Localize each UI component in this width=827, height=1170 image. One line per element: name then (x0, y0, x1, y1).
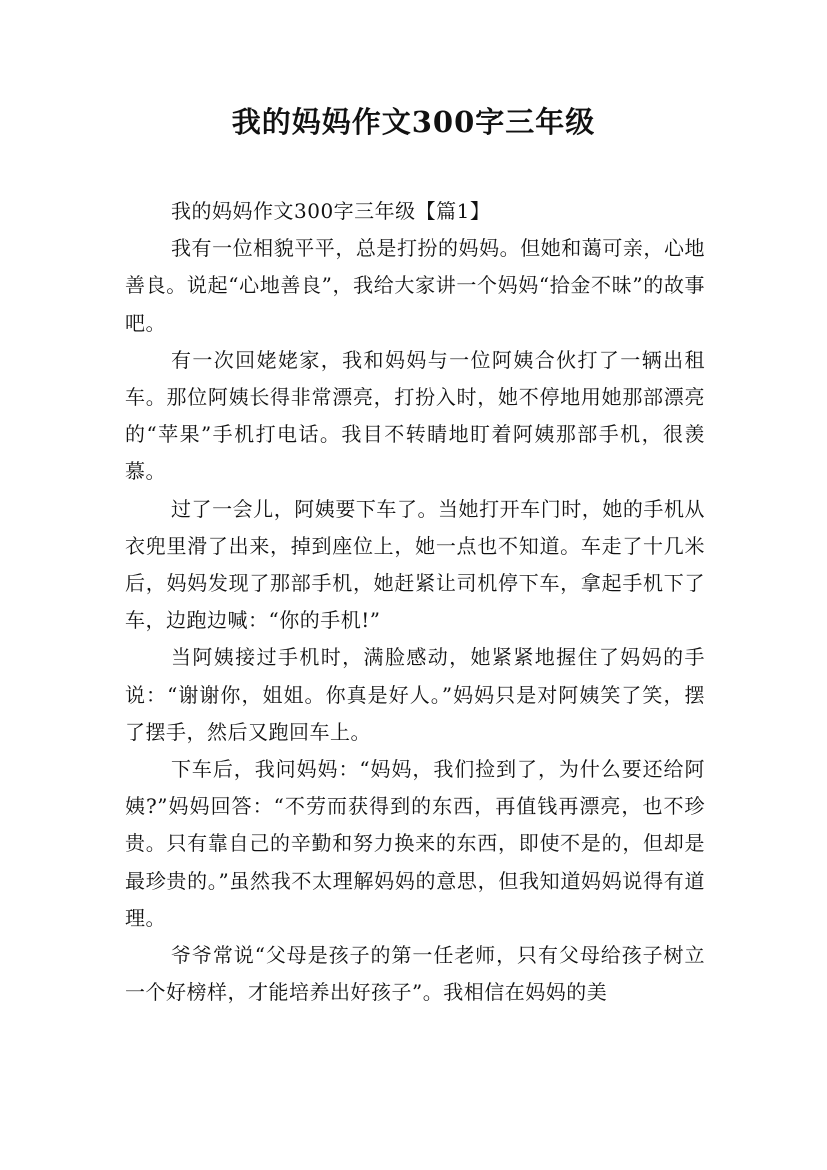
section-heading: 我的妈妈作文300字三年级【篇1】 (171, 199, 491, 223)
document-body (125, 193, 705, 1011)
paragraph: 爷爷常说“父母是孩子的第一任老师，只有父母给孩子树立一个好榜样，才能培养出好孩子”。我相信在妈妈的美 (125, 943, 705, 1005)
paragraph: 下车后，我问妈妈：“妈妈，我们捡到了，为什么要还给阿姨?”妈妈回答：“不劳而获得到的东西，再值钱再漂亮，也不珍贵。只有靠自己的辛勤和努力换来的东西，即使不是的，但却是最珍贵的。”虽然我不太理解妈妈的意思，但我知道妈妈说得有道理。 (125, 757, 705, 930)
paragraph: 有一次回姥姥家，我和妈妈与一位阿姨合伙打了一辆出租车。那位阿姨长得非常漂亮，打扮入时，她不停地用她那部漂亮的“苹果”手机打电话。我目不转睛地盯着阿姨那部手机，很羡慕。 (125, 347, 705, 484)
paragraph: 我有一位相貌平平，总是打扮的妈妈。但她和蔼可亲，心地善良。说起“心地善良”，我给大家讲一个妈妈“拾金不昧”的故事吧。 (125, 236, 705, 335)
paragraph: 过了一会儿，阿姨要下车了。当她打开车门时，她的手机从衣兜里滑了出来，掉到座位上，她一点也不知道。车走了十几米后，妈妈发现了那部手机，她赶紧让司机停下车，拿起手机下了车，边跑边喊：“你的手机!” (125, 496, 705, 633)
document-title: 我的妈妈作文300字三年级 (231, 105, 596, 139)
paragraph: 当阿姨接过手机时，满脸感动，她紧紧地握住了妈妈的手说：“谢谢你，姐姐。你真是好人。”妈妈只是对阿姨笑了笑，摆了摆手，然后又跑回车上。 (125, 645, 705, 744)
